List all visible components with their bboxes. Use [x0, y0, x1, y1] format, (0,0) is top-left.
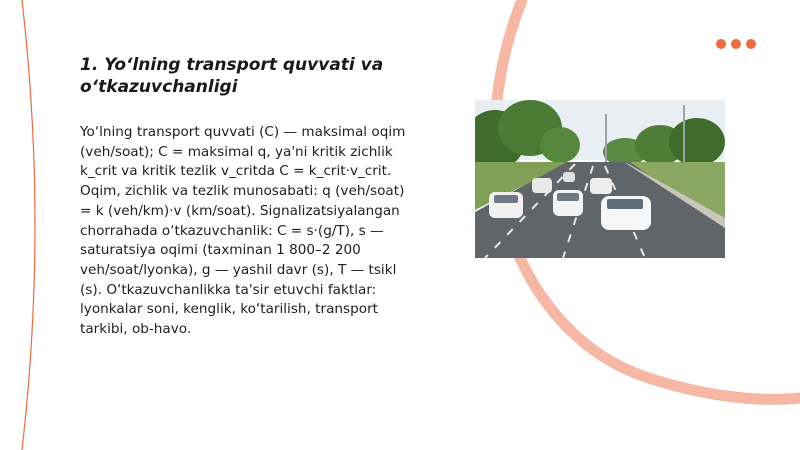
slide-title: 1. Yo‘lning transport quvvati va o‘tkazuvchanligi	[80, 55, 384, 97]
highway-traffic-photo	[475, 100, 725, 258]
dot-icon	[746, 39, 756, 49]
dot-icon	[716, 39, 726, 49]
slide-body-text: Yo‘lning transport quvvati (C) — maksimal oqim (veh/soat); C = maksimal q, ya'ni kritik zichlik k_crit va kritik tezlik v_critda C = k_crit·v_crit. Oqim, zichlik va tezlik munosabati: q (veh/soat) = k (veh/km)·v (km/soat). Signalizatsiyalangan chorrahada o‘tkazuvchanlik: C = s·(g/T), s — saturatsiya oqimi (taxminan 1 800–2 200 veh/soat/lyonka), g — yashil davr (s), T — tsikl (s). O‘tkazuvchanlikka ta'sir etuvchi faktlar: lyonkalar soni, kenglik, ko‘tarilish, transport tarkibi, ob-havo.	[80, 124, 406, 338]
left-thin-arc	[22, 0, 35, 450]
dot-icon	[731, 39, 741, 49]
menu-dots-icon	[716, 39, 756, 49]
